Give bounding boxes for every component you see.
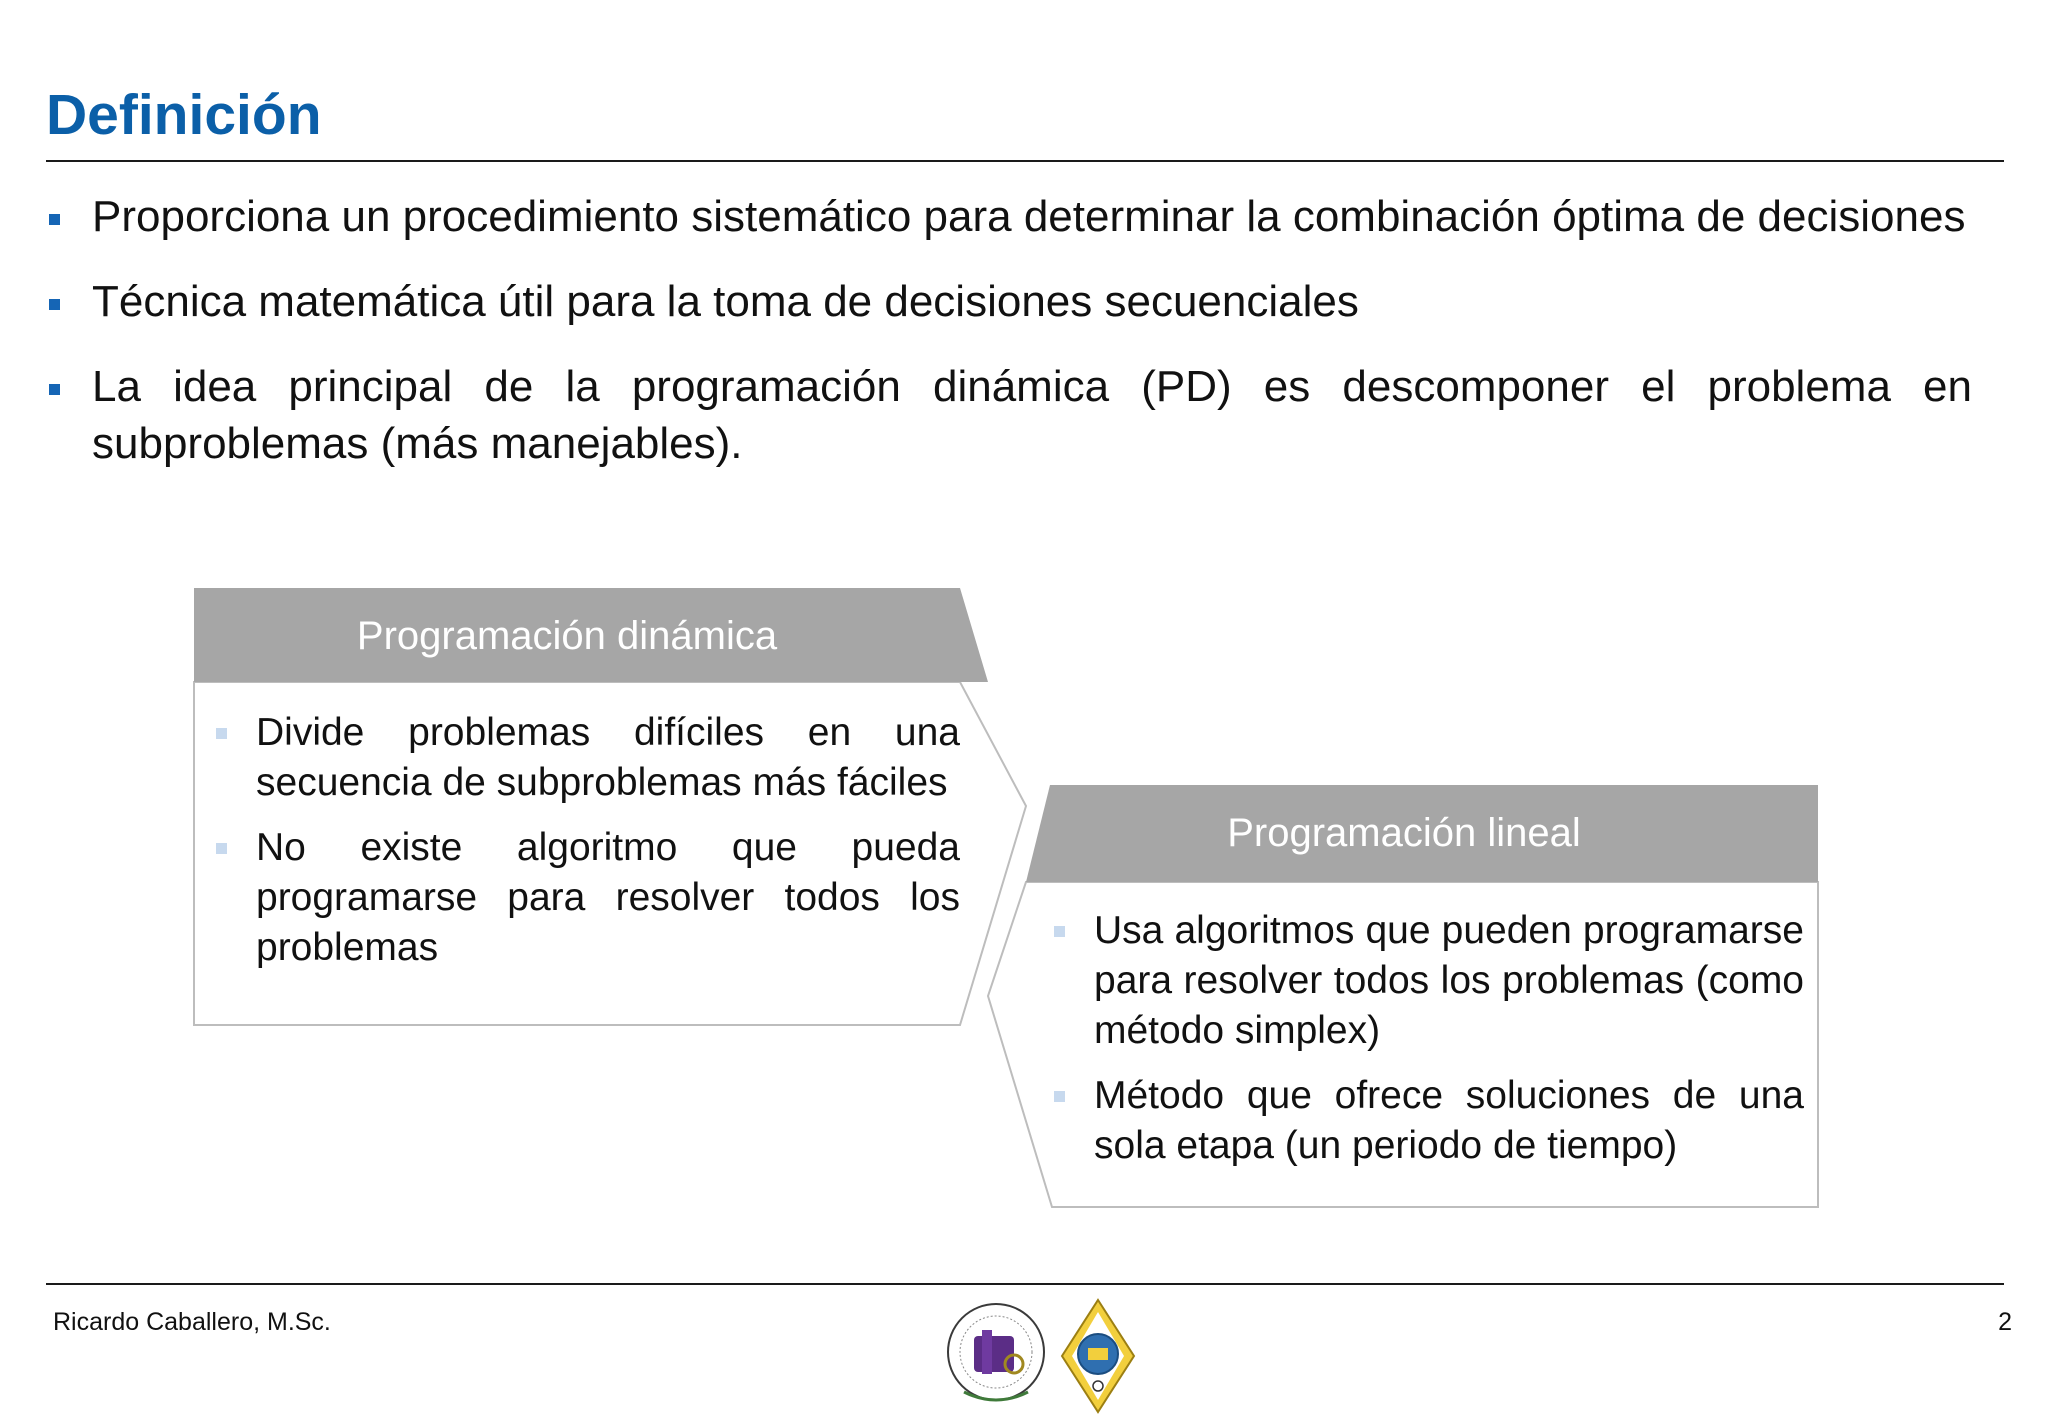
bullet-text: Proporciona un procedimiento sistemático para determinar la combinación óptima de decisiones: [92, 192, 1966, 241]
square-bullet-icon: [216, 728, 227, 739]
page-number: 2: [1998, 1308, 2012, 1336]
square-bullet-icon: [1054, 1091, 1065, 1102]
list-item: [194, 708, 960, 808]
square-bullet-icon: [1054, 926, 1065, 937]
utp-university-logo-icon: [944, 1300, 1048, 1410]
list-item: [1032, 906, 1804, 1056]
list-item-text: Método que ofrece soluciones de una sola etapa (un periodo de tiempo): [1094, 1074, 1804, 1167]
list-item-text: No existe algoritmo que pueda programarse para resolver todos los problemas: [256, 826, 960, 969]
list-item-text: Divide problemas difíciles en una secuencia de subproblemas más fáciles: [256, 711, 960, 804]
slide-title: Definición: [46, 83, 322, 147]
dynamic-panel-list: [194, 708, 960, 988]
bullet-text: La idea principal de la programación dinámica (PD) es descomponer el problema en subproblemas (más manejables).: [92, 362, 1972, 468]
square-bullet-icon: [216, 843, 227, 854]
bullet-text: Técnica matemática útil para la toma de decisiones secuenciales: [92, 277, 1359, 326]
list-item: [1032, 1071, 1804, 1171]
footer-author: Ricardo Caballero, M.Sc.: [53, 1308, 331, 1336]
list-item-text: Usa algoritmos que pueden programarse para resolver todos los problemas (como método simplex): [1094, 909, 1804, 1052]
fii-faculty-logo-icon: [1060, 1298, 1136, 1414]
linear-panel-list: [1032, 906, 1804, 1186]
dynamic-panel-header: Programación dinámica: [356, 614, 778, 658]
list-item: [194, 823, 960, 973]
footer-divider: [46, 1283, 2004, 1285]
linear-panel-header: Programación lineal: [1227, 811, 1581, 855]
